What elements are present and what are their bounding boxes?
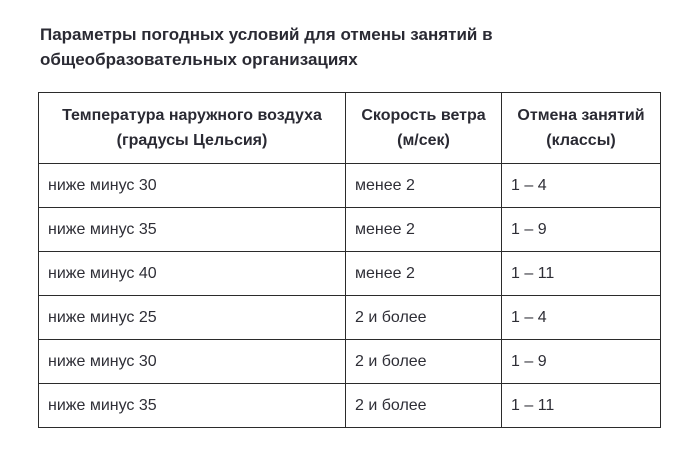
header-wind-speed-line1: Скорость ветра <box>361 107 486 124</box>
cell-temperature: ниже минус 30 <box>39 164 346 208</box>
header-cancellation-line2: (классы) <box>546 132 616 149</box>
cell-cancellation: 1 – 9 <box>502 340 661 384</box>
table-header-row <box>39 93 661 164</box>
header-wind-speed <box>346 93 502 164</box>
cell-cancellation: 1 – 11 <box>502 384 661 428</box>
header-cancellation-line1: Отмена занятий <box>517 107 645 124</box>
cell-cancellation: 1 – 9 <box>502 208 661 252</box>
cell-wind-speed: 2 и более <box>346 340 502 384</box>
table-row <box>39 296 661 340</box>
cell-temperature: ниже минус 35 <box>39 384 346 428</box>
cell-wind-speed: 2 и более <box>346 384 502 428</box>
table-row <box>39 340 661 384</box>
cell-temperature: ниже минус 30 <box>39 340 346 384</box>
cell-temperature: ниже минус 35 <box>39 208 346 252</box>
cell-cancellation: 1 – 4 <box>502 296 661 340</box>
cell-temperature: ниже минус 25 <box>39 296 346 340</box>
table-row <box>39 384 661 428</box>
cell-wind-speed: менее 2 <box>346 164 502 208</box>
cell-wind-speed: менее 2 <box>346 208 502 252</box>
cell-cancellation: 1 – 11 <box>502 252 661 296</box>
cell-wind-speed: 2 и более <box>346 296 502 340</box>
table-row <box>39 164 661 208</box>
header-wind-speed-line2: (м/сек) <box>397 132 450 149</box>
document-title: Параметры погодных условий для отмены занятий в общеобразовательных организациях <box>40 25 493 69</box>
cell-temperature: ниже минус 40 <box>39 252 346 296</box>
header-cancellation <box>502 93 661 164</box>
header-temperature <box>39 93 346 164</box>
cell-wind-speed: менее 2 <box>346 252 502 296</box>
header-temperature-line1: Температура наружного воздуха <box>62 107 322 124</box>
table-row <box>39 208 661 252</box>
weather-cancellation-table <box>38 92 661 428</box>
header-temperature-line2: (градусы Цельсия) <box>116 132 268 149</box>
cell-cancellation: 1 – 4 <box>502 164 661 208</box>
table-row <box>39 252 661 296</box>
